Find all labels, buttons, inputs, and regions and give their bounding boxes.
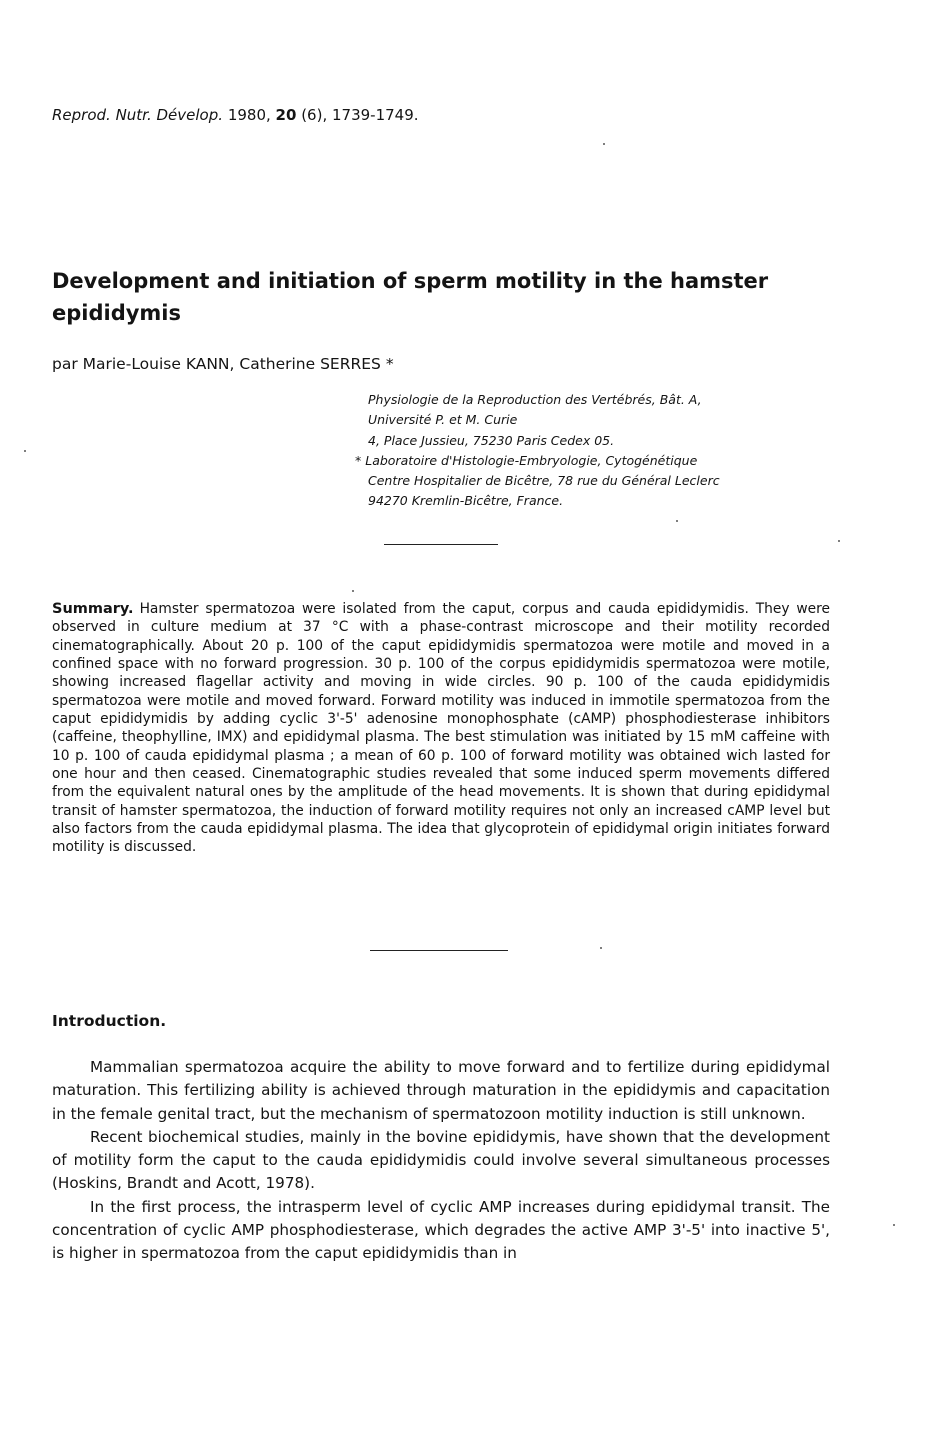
journal-pages: 1739-1749.: [332, 106, 419, 124]
affiliation-line: Physiologie de la Reproduction des Vertébrés, Bât. A,: [368, 392, 702, 407]
journal-volume: 20: [275, 106, 297, 124]
affiliation-line: 94270 Kremlin-Bicêtre, France.: [368, 493, 564, 509]
scan-speck: [676, 520, 678, 522]
affiliation-line: Centre Hospitalier de Bicêtre, 78 rue du Général Leclerc: [368, 473, 720, 489]
affiliation-line: 4, Place Jussieu, 75230 Paris Cedex 05.: [368, 432, 615, 448]
article-title: Development and initiation of sperm motility in the hamster epididymis: [52, 269, 769, 325]
intro-paragraph: Mammalian spermatozoa acquire the ability to move forward and to fertilize during epididymal maturation. This fertilizing ability is achieved through maturation in the epididymis and capacitation in the female genital tract, but the mechanism of spermatozoon motility induction is still unknown.: [52, 1058, 830, 1123]
journal-year: 1980,: [227, 106, 271, 124]
scan-speck: [352, 590, 354, 592]
affiliation-line: * Laboratoire d'Histologie-Embryologie, Cytogénétique: [355, 452, 698, 468]
scan-speck: [893, 1224, 895, 1226]
intro-paragraph: In the first process, the intrasperm level of cyclic AMP increases during epididymal transit. The concentration of cyclic AMP phosphodiesterase, which degrades the active AMP 3'-5' into inactive 5', is higher in spermatozoa from the caput epididymidis than in: [52, 1197, 830, 1263]
intro-paragraph: Recent biochemical studies, mainly in the bovine epididymis, have shown that the development of motility form the caput to the cauda epididymidis could involve several simultaneous processes (Hoskins, Brandt and Acott, 1978).: [52, 1127, 830, 1193]
scan-speck: [600, 947, 602, 949]
affiliation-block: [355, 390, 825, 512]
author-line: par Marie-Louise KANN, Catherine SERRES *: [52, 355, 394, 373]
summary-paragraph: [52, 600, 830, 857]
journal-citation: [52, 106, 419, 124]
scan-speck: [24, 450, 26, 452]
journal-issue: (6),: [301, 106, 328, 124]
summary-label: Summary.: [52, 601, 134, 617]
scan-speck: [838, 540, 840, 542]
journal-name: Reprod. Nutr. Dévelop.: [52, 106, 224, 124]
affiliation-line: Université P. et M. Curie: [368, 412, 518, 428]
introduction-body: [52, 1028, 830, 1266]
scan-speck: [603, 143, 605, 145]
header-divider: [384, 544, 498, 545]
summary-divider: [370, 950, 508, 951]
introduction-heading: Introduction.: [52, 1012, 167, 1030]
summary-text: Hamster spermatozoa were isolated from the caput, corpus and cauda epididymidis. They were observed in culture medium at 37 °C with a phase-contrast microscope and their motility recorded cinematographically. About 20 p. 100 of the caput epididymidis spermatozoa were motile and moved in a confined space with no forward progression. 30 p. 100 of the corpus epididymidis spermatozoa were motile, showing increased flagellar activity and moving in wide circles. 90 p. 100 of the cauda epididymidis spermatozoa were motile and moved forward. Forward motility was induced in immotile spermatozoa from the caput epididymidis by adding cyclic 3'-5' adenosine monophosphate (cAMP) phosphodiesterase inhibitors (caffeine, theophylline, IMX) and epididymal plasma. The best stimulation was initiated by 15 mM caffeine with 10 p. 100 of cauda epididymal plasma ; a mean of 60 p. 100 of forward motility was obtained wich lasted for one hour and then ceased. Cinematographic studies revealed that some induced sperm movements differed from the equivalent natural ones by the amplitude of the head movements. It is shown that during epididymal transit of hamster spermatozoa, the induction of forward motility requires not only an increased cAMP level but also factors from the cauda epididymal plasma. The idea that glycoprotein of epididymal origin initiates forward motility is discussed.: [52, 601, 830, 856]
